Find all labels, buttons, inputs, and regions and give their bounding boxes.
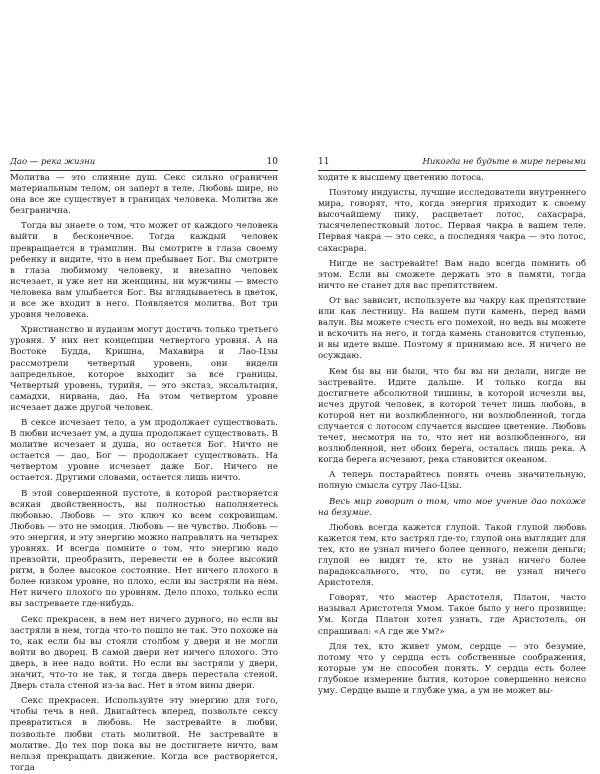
right-page-number: 11	[318, 157, 330, 167]
right-paragraph-3: Нигде не застревайте! Вам надо всегда помнить об этом. Если вы сможете держать это в памяти, тогда ничто не станет для вас препятствием.	[318, 258, 586, 291]
right-paragraph-4: От вас зависит, используете вы чакру как препятствие или как лестницу. На вашем пути камень, перед вами валун. Вы можете счесть его помехой, но ведь вы можете и вскочить на него, и тогда камень становится ступенью, и вы идете выше. Поэтому я принимаю все. Я ничего не осуждаю.	[318, 295, 586, 362]
left-paragraph-6: Секс прекрасен, в нем нет ничего дурного, но если вы застряли в нем, тогда что-то пошло не так. Это похоже на то, как если бы вы стояли столбом у двери и не могли войти во дворец. В самой двери нет ничего плохого. Это дверь, в нее надо войти. Но если вы застряли у двери, значит, что-то не так, и тогда дверь перестала стеной. Дверь стала стеной из-за вас. Нет в этом вины двери.	[10, 614, 278, 692]
right-page-text	[318, 173, 586, 697]
right-paragraph-9: Говорят, что мастер Аристотеля, Платон, часто называл Аристотеля Умом. Такое было у него прозвище: Ум. Когда Платон хотел узнать, где Аристотель, он спрашивал: «А где же Ум?»	[318, 593, 586, 637]
left-paragraph-2: Тогда вы знаете о том, что может от каждого человека выйти в бесконечное. Тогда каждый человек превращается в трамплин. Вы смотрите в глаза своему ребенку и видите, что в нем пребывает Бог. Вы смотрите в глаза любимому человеку, и внезапно человек исчезает, и уже нет ни женщины, ни мужчины — вместо человека вам улыбается Бог. Вы вглядываетесь в цветок, и все же входит в него. Появляется молитва. Вот три уровня человека.	[10, 221, 278, 321]
right-paragraph-10: Для тех, кто живет умом, сердце — это безумие, потому что у сердца есть собственные соображения, которые ум не способен понять. У сердца есть более глубокое измерение бытия, которое совершенно неясно уму. Сердце выше и глубже ума, а ум не может вы-	[318, 641, 586, 697]
right-running-head	[318, 157, 586, 171]
right-paragraph-1: ходите к высшему цветению лотоса.	[318, 173, 484, 183]
left-running-head	[10, 157, 278, 171]
left-paragraph-3: Христианство и иудаизм могут достичь только третьего уровня. У них нет концепции четвертого уровня. А на Востоке Будда, Кришна, Махавира и Лао-Цзы рассмотрели четвертый уровень, они видели запредельное, которое выходит за все границы. Четвертый уровень, турийя, — это экстаз, эксальтация, самадхи, нирвана, дао. На этом четвертом уровне исчезает даже другой человек.	[10, 325, 278, 413]
left-paragraph-5: В этой совершенной пустоте, в которой растворяется всякая двойственность, вы полностью наполняетесь любовью. Любовь — это ключ ко всем сокровищам. Любовь — это не эмоция. Любовь — не чувство. Любовь — это энергия, и эту энергию можно направлять на четырех уровнях. И всегда помните о том, что энергию надо превзойти, преобразить, перевести ее в более высокий ритм, в более высокое состояние. Нет ничего плохого в более низком уровне, но плохо, если вы застряли на нем. Нет ничего плохого по уровням. Дело плохо, только если вы застреваете где-нибудь.	[10, 488, 278, 610]
right-paragraph-5: Кем бы вы ни были, что бы вы ни делали, нигде не застревайте. Идите дальше. И только когда вы достигнете абсолютной тишины, в которой исчезли вы, исчез другой человек, в которой течет лишь любовь, в которой нет ни возлюбленного, ни возлюбленной, тогда случается с лотосом случается высшее цветение. Любовь течет, несмотря на то, что нет ни возлюбленного, ни возлюбленной, нет обоих берега, осталась лишь река. А когда берега исчезают, река становится океаном.	[318, 366, 586, 466]
left-page-text	[10, 173, 278, 774]
right-running-title: Никогда не будьте в мире первыми	[422, 157, 586, 167]
left-page-number: 10	[266, 157, 278, 167]
left-paragraph-4: В сексе исчезает тело, а ум продолжает существовать. В любви исчезает ум, а душа продолжает существовать. В молитве исчезает и душа, но остается Бог. Ничто не остается — дао, Бог — продолжает существовать. На четвертом уровне исчезает даже Бог. Ничего не остается. Другими словами, остается лишь ничто.	[10, 417, 278, 484]
right-page	[318, 157, 586, 697]
right-paragraph-2: Поэтому индуисты, лучшие исследователи внутреннего мира, говорят, что, когда энергия приходит к своему высочайшему пику, расцветает лотос, сахасрара, тысячелепестковый лотос. Первая чакра в вашем теле. Первая чакра — это секс, а последняя чакра — это лотос, сахасрара.	[318, 188, 586, 254]
left-page	[10, 157, 278, 774]
left-paragraph-1: Молитва — это слияние душ. Секс сильно ограничен материальным телом, он заперт в теле. Любовь шире, но она все же существует в границах человека. Молитва же безгранична.	[10, 173, 278, 217]
left-paragraph-7: Секс прекрасен. Используйте эту энергию для того, чтобы течь в ней. Двигайтесь вперед, позвольте сексу превратиться в любовь. Не застревайте в любви, позвольте любви стать молитвой. Не застревайте в молитве. До тех пор пока вы не достигнете ничто, вам нельзя прекращать движение. Когда все растворяется, тогда	[10, 696, 278, 773]
right-quote-sutra: Весь мир говорит о том, что мое учение дао похоже на безумие.	[318, 496, 586, 518]
right-paragraph-8: Любовь всегда кажется глупой. Такой глупой любовь кажется тем, кто застрял где-то; глупой она выглядит для тех, кто не узнал ничего более ценного, нежели деньги; глупой ее видят те, кто не узнал ничего более парадоксального, что, по сути, не узнал ничего Аристотеля.	[318, 522, 586, 589]
left-running-title: Дао — река жизни	[10, 157, 96, 167]
right-paragraph-6: А теперь постарайтесь понять очень значительную, полную смысла сутру Лао-Цзы.	[318, 470, 586, 492]
